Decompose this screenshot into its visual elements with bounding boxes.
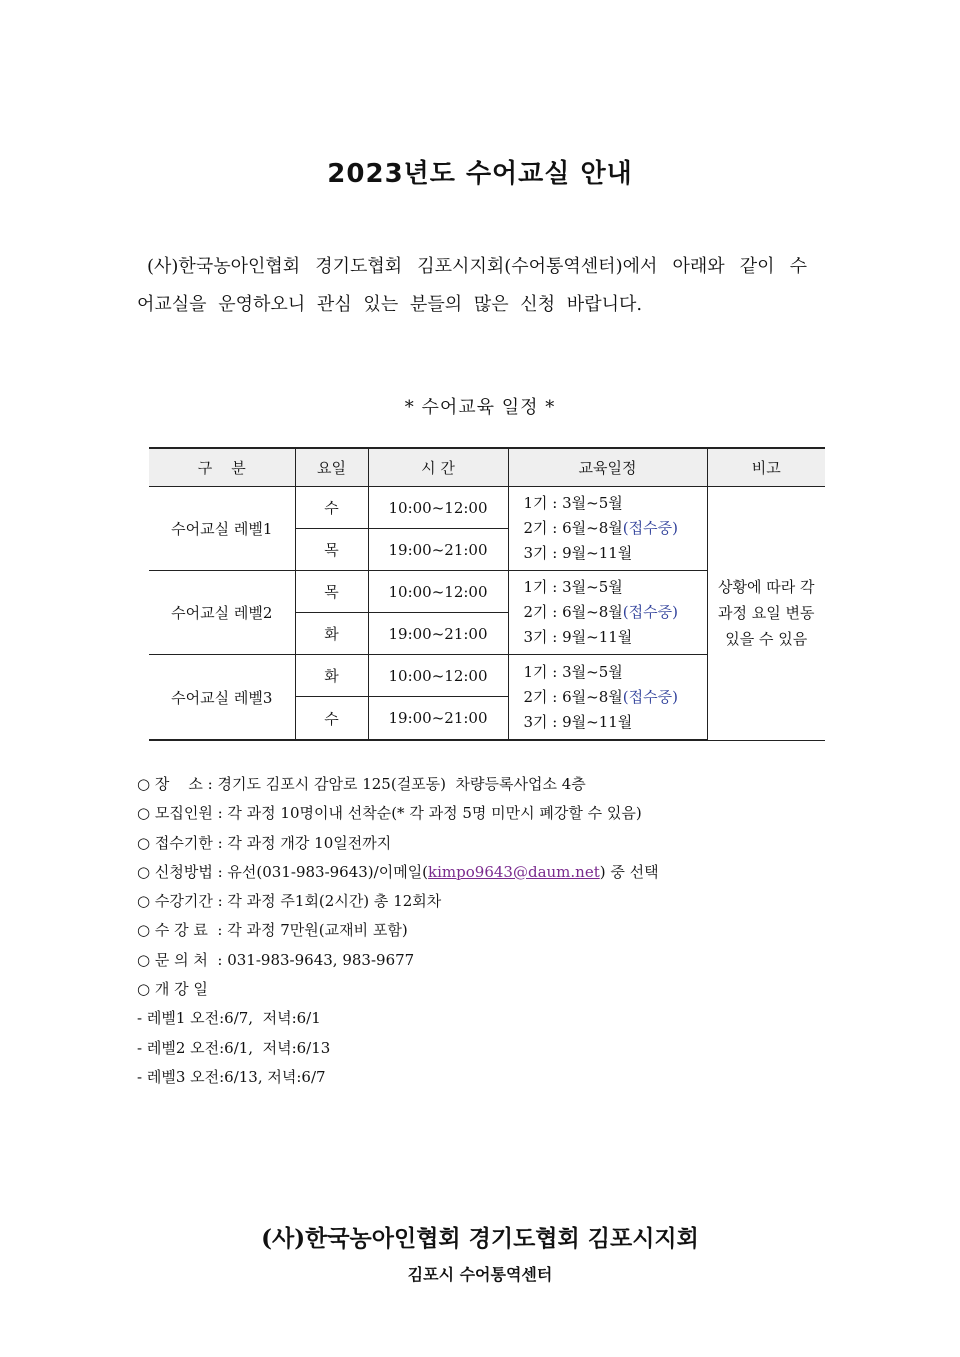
note-cell: 상황에 따라 각 과정 요일 변동 있을 수 있음: [707, 487, 825, 741]
course-terms: [508, 655, 707, 741]
header-time: 시 간: [368, 448, 508, 487]
info-deadline: ○ 접수기한 : 각 과정 개강 10일전까지: [137, 833, 392, 852]
email-link[interactable]: kimpo9643@daum.net: [428, 862, 600, 881]
footer-center-name: 김포시 수어통역센터: [407, 1265, 553, 1284]
header-note: 비고: [707, 448, 825, 487]
course-name: 수어교실 레벨3: [149, 655, 295, 741]
info-level1-dates: - 레벨1 오전:6/7, 저녁:6/1: [137, 1009, 321, 1028]
status-badge: (접수중): [622, 687, 678, 706]
term-item: 3기 : 9월~11월: [523, 628, 633, 646]
info-level3-dates: - 레벨3 오전:6/13, 저녁:6/7: [137, 1067, 326, 1086]
header-category: 구 분: [149, 448, 295, 487]
status-badge: (접수중): [622, 603, 678, 621]
course-time: 10:00~12:00: [368, 571, 508, 613]
table-header-row: [149, 448, 825, 487]
info-method: ○ 신청방법 : 유선(031-983-9643)/이메일(kimpo9643@daum.net) 중 선택: [137, 862, 659, 881]
footer-org-name: (사)한국농아인협회 경기도협회 김포시지회: [261, 1225, 699, 1252]
course-day: 화: [295, 655, 368, 697]
course-time: 19:00~21:00: [368, 613, 508, 655]
term-item: 2기 : 6월~8월(접수중): [523, 687, 678, 706]
header-day: 요일: [295, 448, 368, 487]
schedule-table: [149, 447, 825, 741]
info-list: [137, 770, 837, 1092]
status-badge: (접수중): [622, 519, 678, 537]
term-item: 1기 : 3월~5월: [523, 578, 623, 596]
term-item: 1기 : 3월~5월: [523, 662, 623, 681]
course-terms: [508, 487, 707, 571]
term-item: 1기 : 3월~5월: [523, 494, 623, 512]
course-time: 10:00~12:00: [368, 655, 508, 697]
course-day: 목: [295, 529, 368, 571]
course-name: 수어교실 레벨1: [149, 487, 295, 571]
intro-paragraph: (사)한국농아인협회 경기도협회 김포시지회(수어통역센터)에서 아래와 같이 수어교실을 운영하오니 관심 있는 분들의 많은 신청 바랍니다.: [137, 256, 807, 315]
schedule-title: * 수어교육 일정 *: [404, 397, 556, 418]
page-title: 2023년도 수어교실 안내: [327, 159, 633, 189]
info-opening: ○ 개 강 일: [137, 980, 208, 999]
course-day: 수: [295, 487, 368, 529]
info-level2-dates: - 레벨2 오전:6/1, 저녁:6/13: [137, 1038, 331, 1057]
info-period: ○ 수강기간 : 각 과정 주1회(2시간) 총 12회차: [137, 892, 442, 911]
course-day: 화: [295, 613, 368, 655]
course-time: 10:00~12:00: [368, 487, 508, 529]
course-name: 수어교실 레벨2: [149, 571, 295, 655]
header-schedule: 교육일정: [508, 448, 707, 487]
course-time: 19:00~21:00: [368, 697, 508, 741]
course-time: 19:00~21:00: [368, 529, 508, 571]
info-recruit: ○ 모집인원 : 각 과정 10명이내 선착순(* 각 과정 5명 미만시 폐강할 수 있음): [137, 804, 642, 823]
course-day: 수: [295, 697, 368, 741]
term-item: 3기 : 9월~11월: [523, 544, 633, 562]
term-item: 2기 : 6월~8월(접수중): [523, 519, 678, 537]
course-terms: [508, 571, 707, 655]
course-day: 목: [295, 571, 368, 613]
term-item: 2기 : 6월~8월(접수중): [523, 603, 678, 621]
table-row: [149, 487, 825, 529]
info-location: ○ 장 소 : 경기도 김포시 감암로 125(걸포동) 차량등록사업소 4층: [137, 775, 586, 793]
info-fee: ○ 수 강 료 : 각 과정 7만원(교재비 포함): [137, 921, 408, 940]
info-contact: ○ 문 의 처 : 031-983-9643, 983-9677: [137, 950, 415, 969]
term-item: 3기 : 9월~11월: [523, 712, 633, 731]
